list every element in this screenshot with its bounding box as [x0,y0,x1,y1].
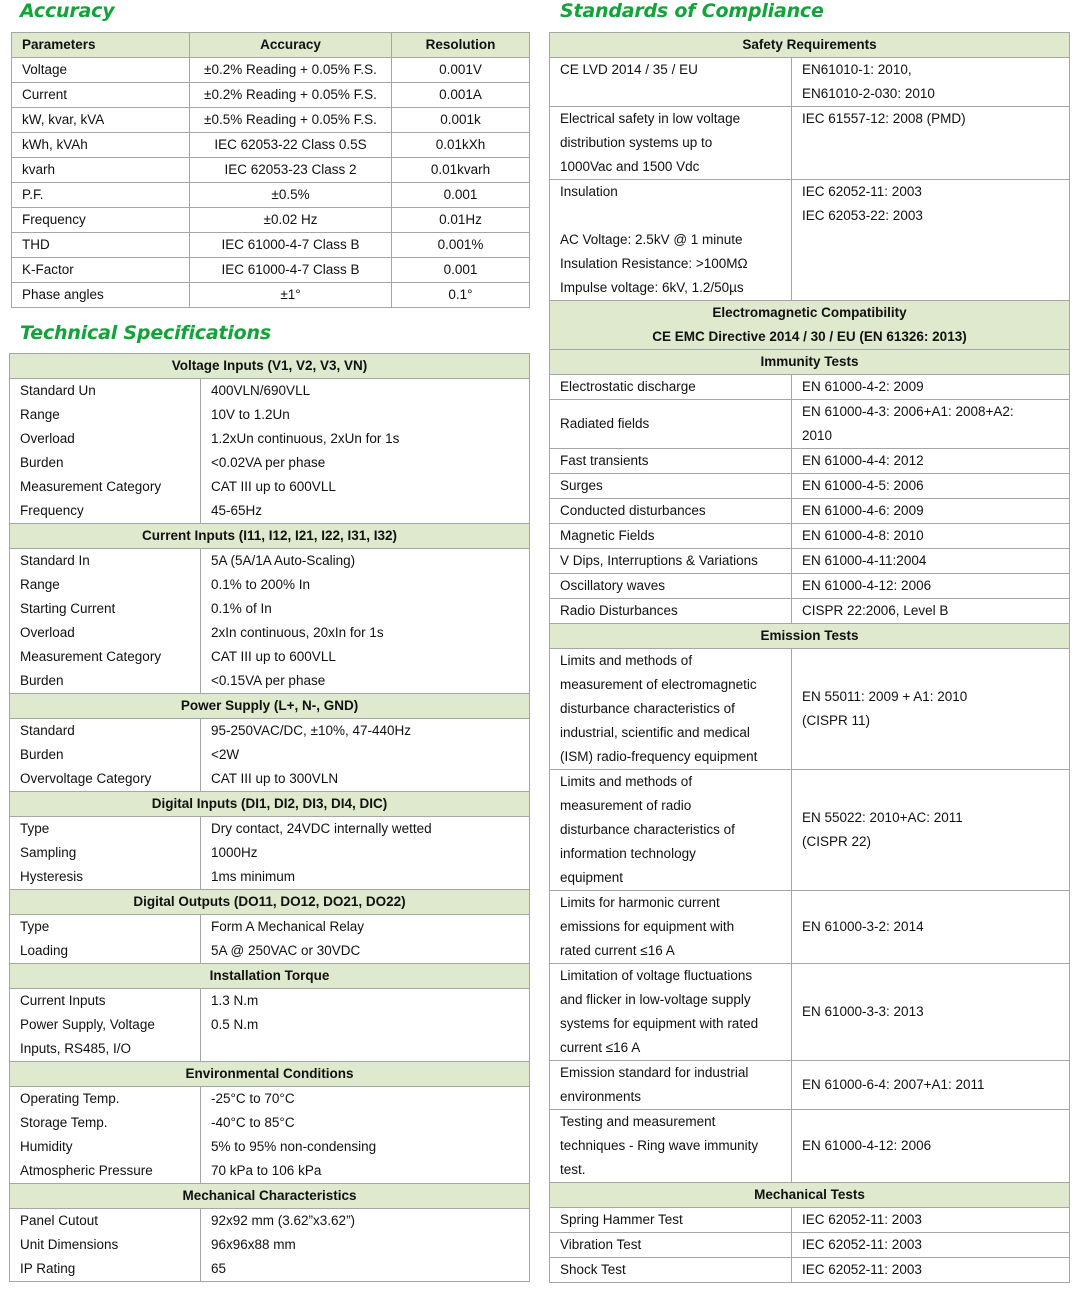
standard-description: Electrical safety in low voltage distribution systems up to 1000Vac and 1500 Vdc [550,107,792,180]
spec-label: Frequency [10,499,201,524]
standard-reference: EN61010-1: 2010, EN61010-2-030: 2010 [792,58,1070,107]
test-name: V Dips, Interruptions & Variations [550,549,792,574]
table-row [10,597,530,621]
immunity-header-row [550,350,1070,375]
spec-value: 5A @ 250VAC or 30VDC [201,939,530,964]
spec-value: 0.5 N.m [201,1013,530,1062]
test-standard: IEC 62052-11: 2003 [792,1258,1070,1283]
accuracy-cell: ±0.2% Reading + 0.05% F.S. [190,83,392,108]
section-header-row [10,792,530,817]
spec-value: 0.1% of In [201,597,530,621]
section-header: Mechanical Characteristics [10,1184,530,1209]
table-row [12,233,530,258]
parameter-cell: Current [12,83,190,108]
accuracy-cell: IEC 61000-4-7 Class B [190,258,392,283]
test-name: Limits and methods of measurement of radio disturbance characteristics of information technology equipment [550,770,792,891]
table-row [10,379,530,404]
test-name: Surges [550,474,792,499]
table-row [10,841,530,865]
test-standard: EN 61000-4-4: 2012 [792,449,1070,474]
spec-value: 92x92 mm (3.62”x3.62”) [201,1209,530,1234]
table-row [550,524,1070,549]
table-row [550,891,1070,964]
table-row [550,770,1070,891]
spec-label: Power Supply, Voltage Inputs, RS485, I/O [10,1013,201,1062]
table-row [10,989,530,1014]
emc-header [550,301,1070,350]
section-header-row [10,1062,530,1087]
spec-label: Current Inputs [10,989,201,1014]
spec-label: Range [10,403,201,427]
accuracy-header-row [12,33,530,58]
tech-spec-title: Technical Specifications [20,322,271,344]
test-standard: CISPR 22:2006, Level B [792,599,1070,624]
table-row [10,669,530,694]
spec-value: CAT III up to 300VLN [201,767,530,792]
spec-value: 1000Hz [201,841,530,865]
spec-value: 1.2xUn continuous, 2xUn for 1s [201,427,530,451]
test-name: Conducted disturbances [550,499,792,524]
table-row [550,1258,1070,1283]
table-row [10,865,530,890]
table-row [10,499,530,524]
emc-header-row [550,301,1070,350]
column-header: Accuracy [190,33,392,58]
section-header-row [10,1184,530,1209]
table-row [550,1110,1070,1183]
spec-label: Burden [10,669,201,694]
table-row [10,1209,530,1234]
section-header: Installation Torque [10,964,530,989]
section-header-row [10,694,530,719]
table-row [550,649,1070,770]
spec-label: Loading [10,939,201,964]
spec-value: 65 [201,1257,530,1282]
test-standard: EN 61000-4-5: 2006 [792,474,1070,499]
test-standard: EN 55022: 2010+AC: 2011 (CISPR 22) [792,770,1070,891]
spec-label: Standard In [10,549,201,574]
resolution-cell: 0.001 [392,258,530,283]
spec-value: <2W [201,743,530,767]
accuracy-cell: ±0.02 Hz [190,208,392,233]
spec-label: Burden [10,451,201,475]
table-row [10,1257,530,1282]
table-row [10,475,530,499]
mechanical-header-row [550,1183,1070,1208]
spec-value: 2xIn continuous, 20xIn for 1s [201,621,530,645]
standard-reference: IEC 62052-11: 2003 IEC 62053-22: 2003 [792,180,1070,301]
parameter-cell: THD [12,233,190,258]
parameter-cell: Voltage [12,58,190,83]
accuracy-cell: IEC 62053-23 Class 2 [190,158,392,183]
test-standard: IEC 62052-11: 2003 [792,1233,1070,1258]
parameter-cell: kWh, kVAh [12,133,190,158]
table-row [550,599,1070,624]
spec-value: -25°C to 70°C [201,1087,530,1112]
test-standard: EN 61000-6-4: 2007+A1: 2011 [792,1061,1070,1110]
spec-label: Storage Temp. [10,1111,201,1135]
spec-label: Type [10,915,201,940]
test-standard: EN 61000-4-3: 2006+A1: 2008+A2: 2010 [792,400,1070,449]
resolution-cell: 0.01kvarh [392,158,530,183]
parameter-cell: kvarh [12,158,190,183]
table-row [550,1233,1070,1258]
table-row [10,1111,530,1135]
resolution-cell: 0.001% [392,233,530,258]
resolution-cell: 0.1° [392,283,530,308]
section-header-row [10,964,530,989]
table-row [10,767,530,792]
test-standard: EN 55011: 2009 + A1: 2010 (CISPR 11) [792,649,1070,770]
test-name: Limits for harmonic current emissions for equipment with rated current ≤16 A [550,891,792,964]
spec-label: Range [10,573,201,597]
table-row [10,1087,530,1112]
table-row [10,1013,530,1062]
compliance-table [549,32,1070,1283]
compliance-title: Standards of Compliance [560,0,824,22]
spec-value: 70 kPa to 106 kPa [201,1159,530,1184]
table-row [10,817,530,842]
spec-value: Dry contact, 24VDC internally wetted [201,817,530,842]
table-row [550,1208,1070,1233]
resolution-cell: 0.01Hz [392,208,530,233]
spec-value: <0.02VA per phase [201,451,530,475]
test-name: Fast transients [550,449,792,474]
table-row [550,375,1070,400]
table-row [550,449,1070,474]
spec-value: 400VLN/690VLL [201,379,530,404]
table-row [12,108,530,133]
parameter-cell: Phase angles [12,283,190,308]
resolution-cell: 0.01kXh [392,133,530,158]
table-row [12,58,530,83]
parameter-cell: P.F. [12,183,190,208]
spec-label: Overload [10,427,201,451]
emc-header-line: Electromagnetic Compatibility [712,305,907,320]
spec-value: -40°C to 85°C [201,1111,530,1135]
test-standard: EN 61000-4-8: 2010 [792,524,1070,549]
table-row [10,1135,530,1159]
spec-value: <0.15VA per phase [201,669,530,694]
test-name: Spring Hammer Test [550,1208,792,1233]
table-row [12,283,530,308]
resolution-cell: 0.001A [392,83,530,108]
table-row [10,645,530,669]
table-row [12,258,530,283]
test-name: Shock Test [550,1258,792,1283]
section-header: Current Inputs (I11, I12, I21, I22, I31, I32) [10,524,530,549]
accuracy-cell: IEC 62053-22 Class 0.5S [190,133,392,158]
test-name: Magnetic Fields [550,524,792,549]
accuracy-cell: ±0.5% Reading + 0.05% F.S. [190,108,392,133]
spec-label: Overload [10,621,201,645]
spec-value: 0.1% to 200% In [201,573,530,597]
test-name: Electrostatic discharge [550,375,792,400]
tech-spec-table [9,353,530,1282]
table-row [10,1159,530,1184]
spec-label: Operating Temp. [10,1087,201,1112]
table-row [12,183,530,208]
parameter-cell: kW, kvar, kVA [12,108,190,133]
spec-value: 96x96x88 mm [201,1233,530,1257]
spec-label: Sampling [10,841,201,865]
test-standard: EN 61000-3-3: 2013 [792,964,1070,1061]
table-row [550,400,1070,449]
spec-label: Burden [10,743,201,767]
test-standard: EN 61000-4-12: 2006 [792,1110,1070,1183]
test-standard: EN 61000-3-2: 2014 [792,891,1070,964]
test-name: Radiated fields [550,400,792,449]
spec-label: Standard Un [10,379,201,404]
table-row [10,549,530,574]
accuracy-cell: ±0.5% [190,183,392,208]
table-row [550,549,1070,574]
safety-header-row [550,33,1070,58]
test-standard: EN 61000-4-11:2004 [792,549,1070,574]
test-name: Vibration Test [550,1233,792,1258]
emission-header-row [550,624,1070,649]
accuracy-table [11,32,530,308]
parameter-cell: K-Factor [12,258,190,283]
spec-label: Type [10,817,201,842]
resolution-cell: 0.001k [392,108,530,133]
accuracy-cell: IEC 61000-4-7 Class B [190,233,392,258]
table-row [10,915,530,940]
section-header: Digital Inputs (DI1, DI2, DI3, DI4, DIC) [10,792,530,817]
test-standard: EN 61000-4-12: 2006 [792,574,1070,599]
table-row [550,964,1070,1061]
table-row [10,403,530,427]
spec-value: 1.3 N.m [201,989,530,1014]
test-standard: EN 61000-4-2: 2009 [792,375,1070,400]
table-row [10,621,530,645]
section-header: Environmental Conditions [10,1062,530,1087]
spec-value: Form A Mechanical Relay [201,915,530,940]
table-row [10,427,530,451]
table-row [10,1233,530,1257]
table-row [10,719,530,744]
test-name: Testing and measurement techniques - Ring wave immunity test. [550,1110,792,1183]
accuracy-cell: ±0.2% Reading + 0.05% F.S. [190,58,392,83]
standard-description: Insulation AC Voltage: 2.5kV @ 1 minute Insulation Resistance: >100MΩ Impulse voltage: 6kV, 1.2/50µs [550,180,792,301]
emission-header: Emission Tests [550,624,1070,649]
test-standard: EN 61000-4-6: 2009 [792,499,1070,524]
table-row [550,474,1070,499]
section-header-row [10,354,530,379]
table-row [12,133,530,158]
test-name: Limits and methods of measurement of electromagnetic disturbance characteristics of industrial, scientific and medical (ISM) radio-frequency equipment [550,649,792,770]
immunity-header: Immunity Tests [550,350,1070,375]
spec-label: Humidity [10,1135,201,1159]
table-row [12,208,530,233]
section-header: Voltage Inputs (V1, V2, V3, VN) [10,354,530,379]
spec-value: 45-65Hz [201,499,530,524]
section-header-row [10,890,530,915]
spec-value: 1ms minimum [201,865,530,890]
spec-label: Hysteresis [10,865,201,890]
parameter-cell: Frequency [12,208,190,233]
test-standard: IEC 62052-11: 2003 [792,1208,1070,1233]
spec-value: CAT III up to 600VLL [201,475,530,499]
spec-value: CAT III up to 600VLL [201,645,530,669]
table-row [10,743,530,767]
accuracy-cell: ±1° [190,283,392,308]
table-row [550,1061,1070,1110]
emc-header-line: CE EMC Directive 2014 / 30 / EU (EN 61326: 2013) [652,329,967,344]
mechanical-header: Mechanical Tests [550,1183,1070,1208]
spec-value: 10V to 1.2Un [201,403,530,427]
test-name: Radio Disturbances [550,599,792,624]
spec-label: Starting Current [10,597,201,621]
table-row [550,107,1070,180]
spec-label: Unit Dimensions [10,1233,201,1257]
standard-reference: IEC 61557-12: 2008 (PMD) [792,107,1070,180]
section-header: Power Supply (L+, N-, GND) [10,694,530,719]
test-name: Emission standard for industrial environments [550,1061,792,1110]
resolution-cell: 0.001V [392,58,530,83]
column-header: Resolution [392,33,530,58]
test-name: Limitation of voltage fluctuations and flicker in low-voltage supply systems for equipment with rated current ≤16 A [550,964,792,1061]
table-row [550,58,1070,107]
column-header: Parameters [12,33,190,58]
spec-value: 95-250VAC/DC, ±10%, 47-440Hz [201,719,530,744]
accuracy-title: Accuracy [20,0,115,22]
spec-label: Measurement Category [10,645,201,669]
table-row [10,451,530,475]
spec-value: 5A (5A/1A Auto-Scaling) [201,549,530,574]
spec-label: Atmospheric Pressure [10,1159,201,1184]
spec-label: Overvoltage Category [10,767,201,792]
table-row [550,574,1070,599]
standard-description: CE LVD 2014 / 35 / EU [550,58,792,107]
spec-value: 5% to 95% non-condensing [201,1135,530,1159]
spec-label: Standard [10,719,201,744]
spec-label: IP Rating [10,1257,201,1282]
section-header: Digital Outputs (DO11, DO12, DO21, DO22) [10,890,530,915]
table-row [10,573,530,597]
table-row [10,939,530,964]
table-row [550,180,1070,301]
table-row [550,499,1070,524]
resolution-cell: 0.001 [392,183,530,208]
table-row [12,158,530,183]
safety-header: Safety Requirements [550,33,1070,58]
table-row [12,83,530,108]
section-header-row [10,524,530,549]
spec-label: Measurement Category [10,475,201,499]
spec-label: Panel Cutout [10,1209,201,1234]
test-name: Oscillatory waves [550,574,792,599]
